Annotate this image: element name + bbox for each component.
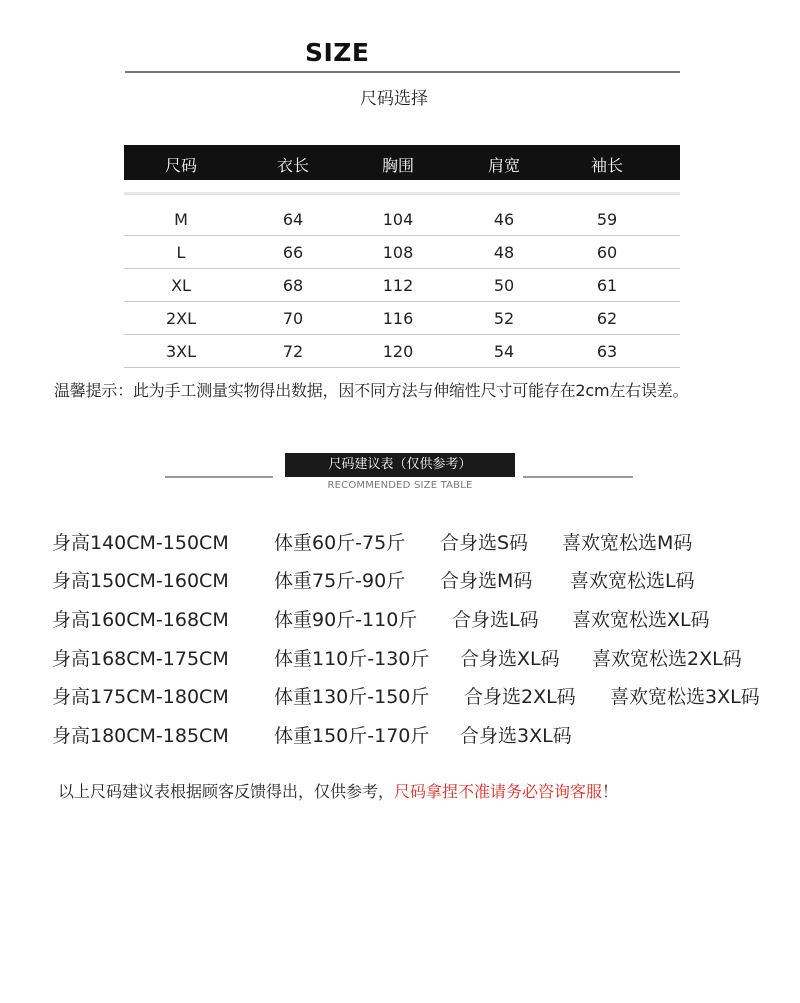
table-cell: 48 (493, 243, 515, 262)
table-cell: 3XL (165, 342, 197, 361)
fit-size: 合身选XL码 (460, 648, 560, 670)
table-cell: 112 (382, 276, 414, 295)
table-cell: M (174, 210, 188, 229)
column-header-length: 衣长 (276, 156, 310, 175)
table-row (124, 335, 680, 368)
footer-text: 以上尺码建议表根据顾客反馈得出，仅供参考， (58, 782, 395, 801)
recommend-right-rule (523, 476, 633, 478)
footer-end: ！ (602, 782, 619, 801)
table-row (124, 203, 680, 236)
weight-range: 体重150斤-170斤 (274, 725, 430, 747)
column-header-shoulder: 肩宽 (487, 156, 521, 175)
height-range: 身高160CM-168CM (52, 609, 229, 631)
loose-size: 喜欢宽松选2XL码 (592, 648, 742, 670)
table-cell: 72 (282, 342, 304, 361)
weight-range: 体重110斤-130斤 (274, 648, 430, 670)
title-divider (125, 71, 680, 73)
table-row (124, 302, 680, 335)
fit-size: 合身选L码 (452, 609, 539, 631)
table-cell: 50 (493, 276, 515, 295)
height-range: 身高180CM-185CM (52, 725, 229, 747)
table-cell: 104 (382, 210, 414, 229)
table-cell: 68 (282, 276, 304, 295)
height-range: 身高150CM-160CM (52, 570, 229, 592)
recommend-banner-en: RECOMMENDED SIZE TABLE (327, 480, 473, 491)
height-range: 身高168CM-175CM (52, 648, 229, 670)
table-cell: 66 (282, 243, 304, 262)
table-cell: 52 (493, 309, 515, 328)
table-body (124, 203, 680, 368)
table-row (124, 236, 680, 269)
header-shadow (124, 192, 680, 195)
weight-range: 体重90斤-110斤 (274, 609, 418, 631)
table-cell: 108 (382, 243, 414, 262)
height-range: 身高140CM-150CM (52, 532, 229, 554)
table-cell: 120 (382, 342, 414, 361)
loose-size: 喜欢宽松选3XL码 (610, 686, 760, 708)
height-range: 身高175CM-180CM (52, 686, 229, 708)
table-cell: L (176, 243, 186, 262)
size-title: SIZE (305, 38, 370, 67)
fit-size: 合身选2XL码 (464, 686, 576, 708)
loose-size: 喜欢宽松选L码 (570, 570, 695, 592)
footer-warning: 尺码拿捏不准请务必咨询客服 (394, 782, 603, 801)
table-cell: 59 (596, 210, 618, 229)
table-cell: 54 (493, 342, 515, 361)
table-cell: 70 (282, 309, 304, 328)
fit-size: 合身选S码 (440, 532, 529, 554)
table-cell: 60 (596, 243, 618, 262)
fit-size: 合身选3XL码 (460, 725, 572, 747)
size-subtitle: 尺码选择 (360, 89, 428, 109)
recommend-left-rule (165, 476, 273, 478)
table-cell: 2XL (165, 309, 197, 328)
table-header (124, 145, 680, 180)
weight-range: 体重60斤-75斤 (274, 532, 406, 554)
footer-notice (58, 779, 618, 802)
size-table (124, 145, 680, 368)
measurement-note: 温馨提示：此为手工测量实物得出数据，因不同方法与伸缩性尺寸可能存在2cm左右误差。 (54, 381, 689, 400)
fit-size: 合身选M码 (440, 570, 533, 592)
loose-size: 喜欢宽松选XL码 (572, 609, 710, 631)
table-cell: 62 (596, 309, 618, 328)
recommend-banner: 尺码建议表（仅供参考） (285, 453, 515, 477)
table-cell: 63 (596, 342, 618, 361)
weight-range: 体重130斤-150斤 (274, 686, 430, 708)
weight-range: 体重75斤-90斤 (274, 570, 406, 592)
column-header-chest: 胸围 (381, 156, 415, 175)
table-row (124, 269, 680, 302)
table-cell: 46 (493, 210, 515, 229)
table-cell: XL (171, 276, 191, 295)
column-header-size: 尺码 (164, 156, 198, 175)
loose-size: 喜欢宽松选M码 (562, 532, 693, 554)
table-cell: 61 (596, 276, 618, 295)
table-cell: 64 (282, 210, 304, 229)
column-header-sleeve: 袖长 (590, 156, 624, 175)
table-cell: 116 (382, 309, 414, 328)
